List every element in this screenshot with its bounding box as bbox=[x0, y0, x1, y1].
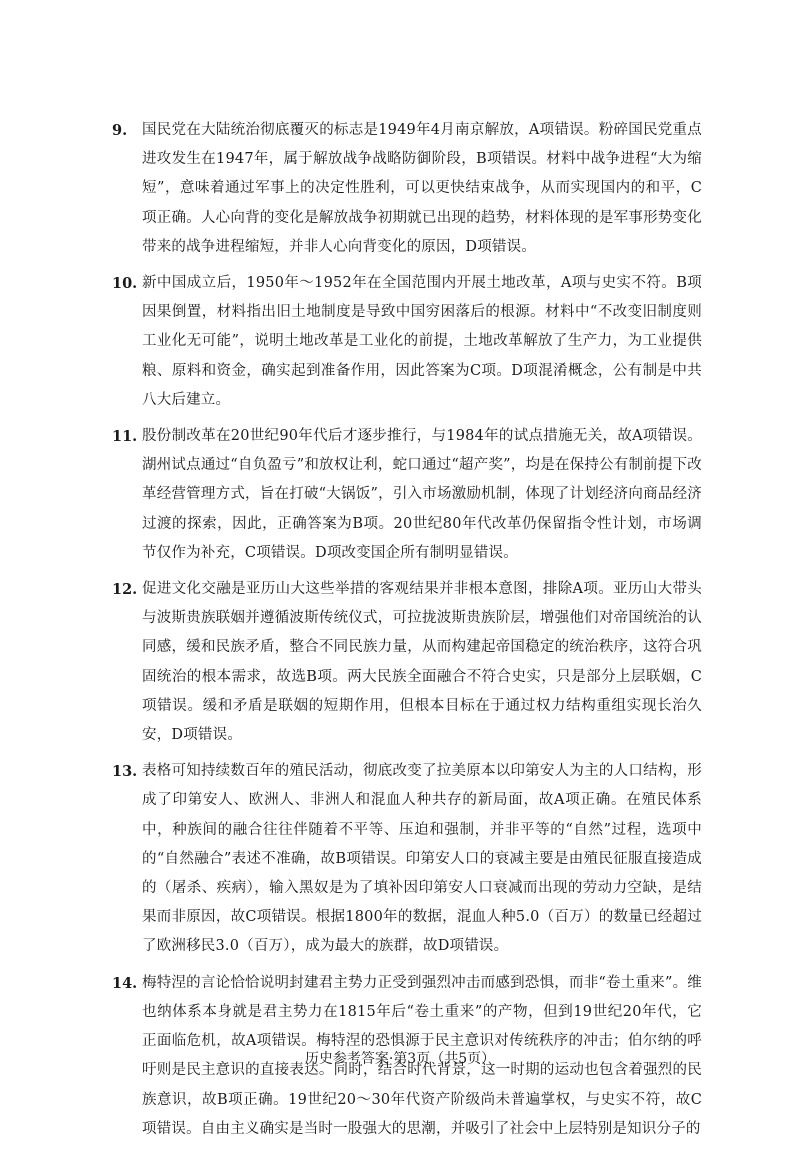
answer-list bbox=[112, 116, 702, 1151]
item-text: 促进文化交融是亚历山大这些举措的客观结果并非根本意图，排除A项。亚历山大带头与波斯贵族联姻并遵循波斯传统仪式，可拉拢波斯贵族阶层，增强他们对帝国统治的认同感，缓和民族矛盾，整合不同民族力量，从而构建起帝国稳定的统治秩序，这符合巩固统治的根本需求，故选B项。两大民族全面融合不符合史实，只是部分上层联姻，C项错误。缓和矛盾是联姻的短期作用，但根本目标在于通过权力结构重组实现长治久安，D项错误。 bbox=[142, 581, 702, 744]
item-text: 梅特涅的言论恰恰说明封建君主势力正受到强烈冲击而感到恐惧，而非“卷土重来”。维也纳体系本身就是君主势力在1815年后“卷土重来”的产物，但到19世纪20年代，它正面临危机，故A项错误。梅特涅的恐惧源于民主意识对传统秩序的冲击；伯尔纳的呼吁则是民主意识的直接表达。同时，结合时代背景，这一时期的运动也包含着强烈的民族意识，故B项正确。19世纪20～30年代资产阶级尚未普遍掌权，与史实不符，故C项错误。自由主义确实是当时一股强大的思潮，并吸引了社会中上层特别是知识分子的 bbox=[142, 974, 702, 1137]
answer-item bbox=[112, 269, 702, 415]
item-number: 11. bbox=[112, 428, 138, 446]
item-text: 股份制改革在20世纪90年代后才逐步推行，与1984年的试点措施无关，故A项错误。湖州试点通过“自负盈亏”和放权让利，蛇口通过“超产奖”，均是在保持公有制前提下改革经营管理方式，旨在打破“大锅饭”，引入市场激励机制，体现了计划经济向商品经济过渡的探索，因此，正确答案为B项。20世纪80年代改革仍保留指令性计划，市场调节仅作为补充，C项错误。D项改变国企所有制明显错误。 bbox=[142, 428, 702, 561]
page-footer: 历史参考答案·第3页（共5页） bbox=[304, 1051, 496, 1067]
item-text: 新中国成立后，1950年～1952年在全国范围内开展土地改革，A项与史实不符。B项因果倒置，材料指出旧土地制度是导致中国穷困落后的根源。材料中“不改变旧制度则工业化无可能”，说明土地改革是工业化的前提，土地改革解放了生产力，为工业提供粮、原料和资金，确实起到准备作用，因此答案为C项。D项混淆概念，公有制是中共八大后建立。 bbox=[142, 275, 702, 408]
item-number: 14. bbox=[112, 974, 138, 992]
answer-item bbox=[112, 575, 702, 750]
item-number: 13. bbox=[112, 763, 138, 781]
item-text: 国民党在大陆统治彻底覆灭的标志是1949年4月南京解放，A项错误。粉碎国民党重点进攻发生在1947年，属于解放战争战略防御阶段，B项错误。材料中战争进程“大为缩短”，意味着通过军事上的决定性胜利，可以更快结束战争，从而实现国内的和平，C项正确。人心向背的变化是解放战争初期就已出现的趋势，材料体现的是军事形势变化带来的战争进程缩短，并非人心向背变化的原因，D项错误。 bbox=[142, 122, 702, 255]
item-number: 9. bbox=[112, 122, 128, 139]
item-number: 10. bbox=[112, 275, 138, 293]
answer-item bbox=[112, 422, 702, 568]
item-number: 12. bbox=[112, 581, 138, 599]
item-text: 表格可知持续数百年的殖民活动，彻底改变了拉美原本以印第安人为主的人口结构，形成了印第安人、欧洲人、非洲人和混血人种共存的新局面，故A项正确。在殖民体系中，种族间的融合往往伴随着不平等、压迫和强制，并非平等的“自然”过程，选项中的“自然融合”表述不准确，故B项错误。印第安人口的衰减主要是由殖民征服直接造成的（屠杀、疾病），输入黑奴是为了填补因印第安人口衰减而出现的劳动力空缺，是结果而非原因，故C项错误。根据1800年的数据，混血人种5.0（百万）的数量已经超过了欧洲移民3.0（百万），成为最大的族群，故D项错误。 bbox=[142, 763, 702, 955]
answer-item bbox=[112, 757, 702, 961]
answer-item bbox=[112, 116, 702, 262]
